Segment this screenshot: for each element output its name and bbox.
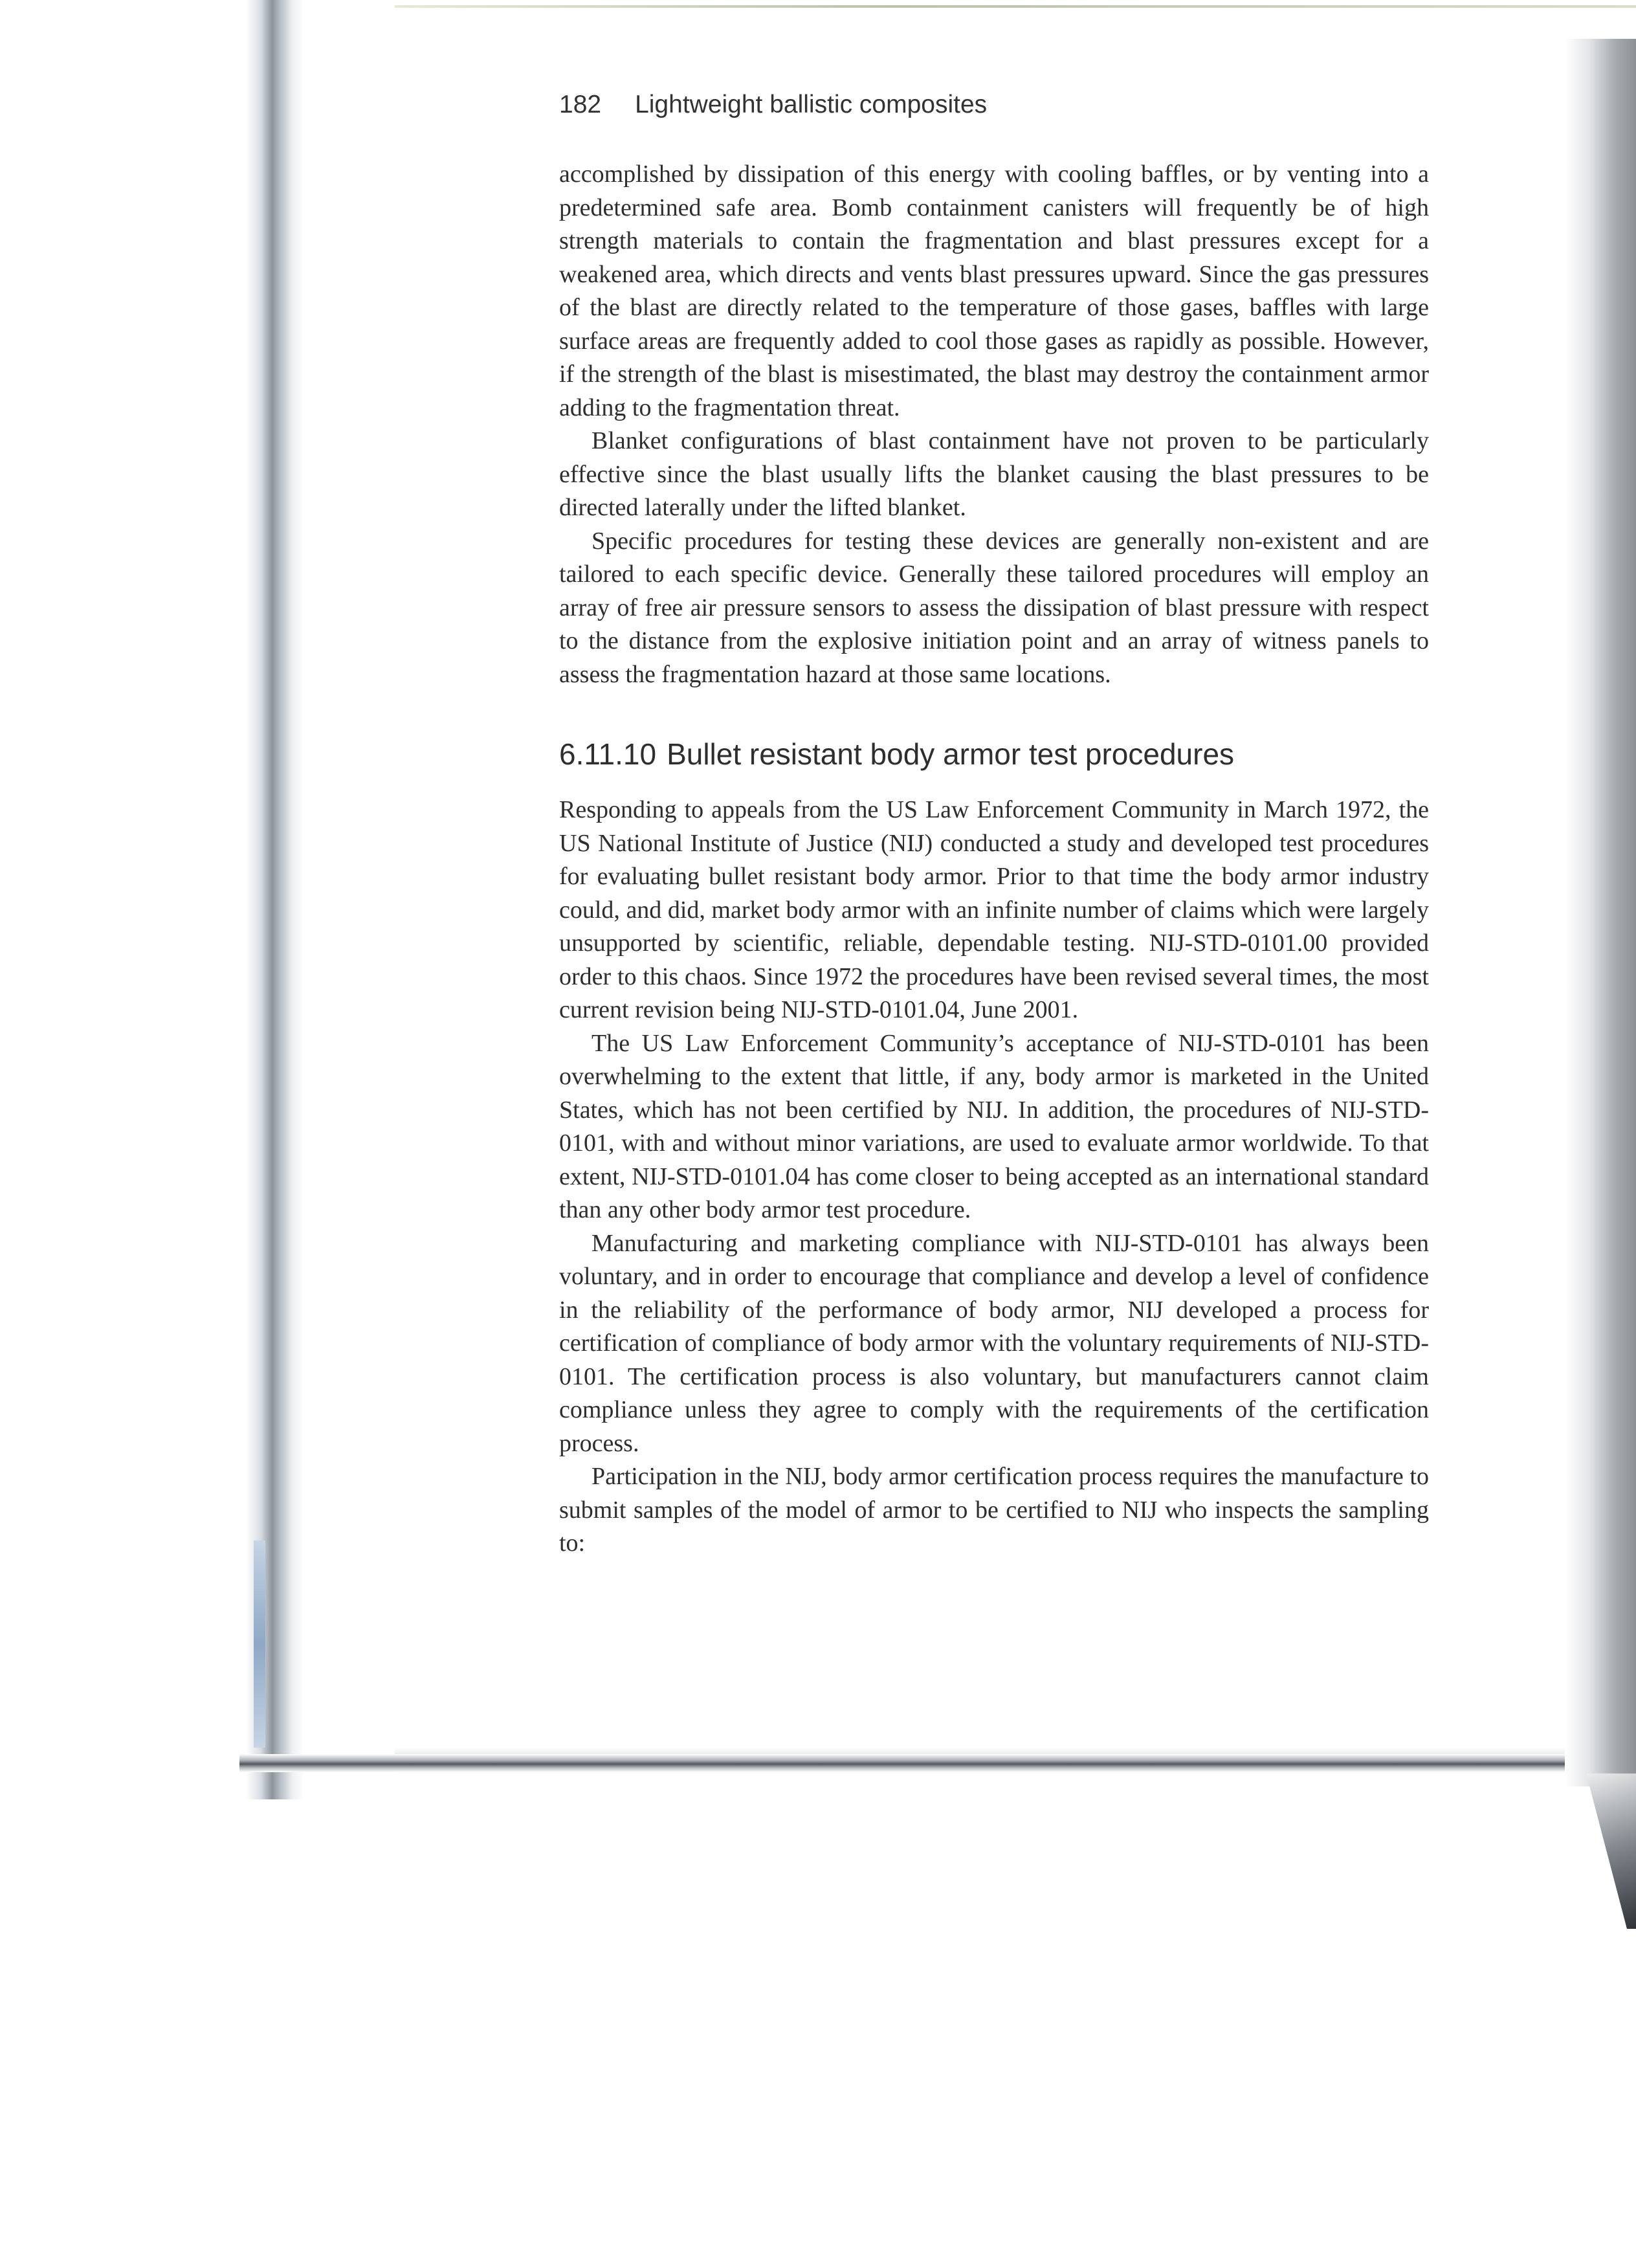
section-body	[559, 794, 1429, 1561]
book-spine-tint	[254, 1540, 265, 1748]
scan-corner-shadow	[1545, 1773, 1636, 1929]
paragraph: Blanket configurations of blast containment have not proven to be particularly effective since the blast usually lifts the blanket causing the blast pressures to be directed laterally under the lifted blanket.	[559, 427, 1429, 521]
section-heading	[559, 737, 1234, 772]
page-number: 182	[559, 91, 602, 118]
paragraph: Specific procedures for testing these devices are generally non-existent and are tailored to each specific device. Generally these tailored procedures will employ an array of free air pressure sensors to assess the dissipation of blast pressure with respect to the distance from the explosive initiation point and an array of witness panels to assess the fragmentation hazard at those same locations.	[559, 527, 1429, 688]
section-title: Bullet resistant body armor test procedures	[667, 737, 1235, 771]
paragraph: Responding to appeals from the US Law Enforcement Community in March 1972, the US National Institute of Justice (NIJ) conducted a study and developed test procedures for evaluating bullet resistant body armor. Prior to that time the body armor industry could, and did, market body armor with an infinite number of claims which were largely unsupported by scientific, reliable, dependable testing. NIJ-STD-0101.00 provided order to this chaos. Since 1972 the procedures have been revised several times, the most current revision being NIJ-STD-0101.04, June 2001.	[559, 796, 1429, 1023]
section-continuation	[559, 158, 1429, 691]
page-bottom-edge	[239, 1754, 1636, 1772]
section-number: 6.11.10	[559, 737, 657, 771]
paragraph: Manufacturing and marketing compliance with NIJ-STD-0101 has always been voluntary, and in order to encourage that compliance and develop a level of confidence in the reliability of the performance of body armor, NIJ developed a process for certification of compliance of body armor with the voluntary requirements of NIJ-STD-0101. The certification process is also voluntary, but manufacturers cannot claim compliance unless they agree to comply with the requirements of the certification process.	[559, 1229, 1429, 1457]
running-head	[559, 91, 987, 119]
paragraph: The US Law Enforcement Community’s acceptance of NIJ-STD-0101 has been overwhelming to the extent that little, if any, body armor is marketed in the United States, which has not been certified by NIJ. In addition, the procedures of NIJ-STD-0101, with and without minor variations, are used to evaluate armor worldwide. To that extent, NIJ-STD-0101.04 has come closer to being accepted as an international standard than any other body armor test procedure.	[559, 1029, 1429, 1223]
facing-page-edge	[1565, 39, 1636, 1786]
paragraph: accomplished by dissipation of this energy with cooling baffles, or by venting into a predetermined safe area. Bomb containment canisters will frequently be of high strength materials to contain the fragmentation and blast pressures except for a weakened area, which directs and vents blast pressures upward. Since the gas pressures of the blast are directly related to the temperature of those gases, baffles with large surface areas are frequently added to cool those gases as rapidly as possible. However, if the strength of the blast is misestimated, the blast may destroy the containment armor adding to the fragmentation threat.	[559, 161, 1429, 421]
book-gutter-shadow	[246, 0, 304, 1799]
book-title: Lightweight ballistic composites	[635, 91, 988, 118]
paragraph: Participation in the NIJ, body armor certification process requires the manufacture to submit samples of the model of armor to be certified to NIJ who inspects the sampling to:	[559, 1463, 1429, 1557]
scan-top-edge	[395, 5, 1636, 8]
